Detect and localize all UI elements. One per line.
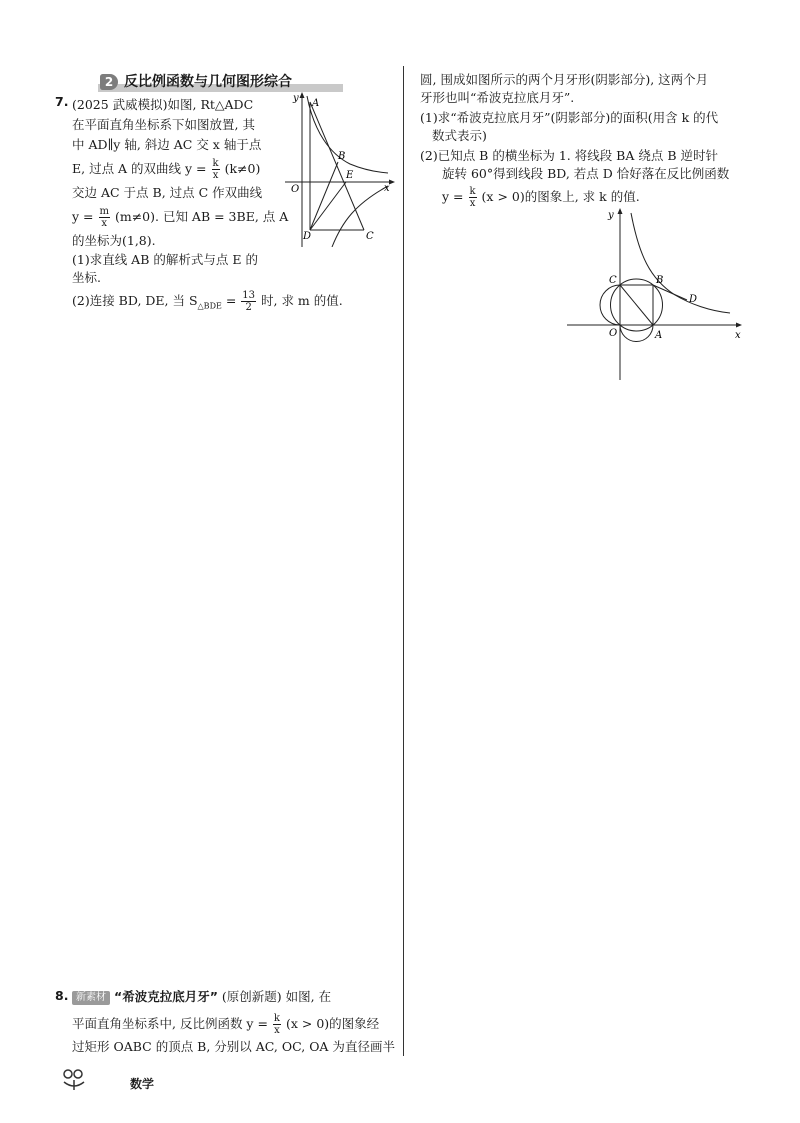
p7-line-6	[72, 206, 288, 229]
label-x: x	[735, 330, 741, 341]
frac-den: x	[274, 1025, 280, 1036]
frac-den: 2	[245, 302, 252, 313]
p8-line-2-text: 平面直角坐标系中, 反比例函数 y =	[72, 1016, 268, 1031]
frac-den: x	[212, 170, 219, 181]
p8-r7-rest: (x > 0)的图象上, 求 k 的值.	[481, 189, 640, 204]
label-B: B	[338, 151, 346, 162]
hyperbola-m	[332, 186, 388, 247]
p8-right-line-6: 旋转 60°得到线段 BD, 若点 D 恰好落在反比例函数	[442, 166, 730, 181]
p8-line-1-rest: 如图, 在	[285, 989, 332, 1004]
label-C: C	[609, 275, 617, 286]
label-C: C	[366, 231, 374, 242]
p7-line-4	[72, 158, 260, 181]
p8-right-line-1: 圆, 围成如图所示的两个月牙形(阴影部分), 这两个月	[420, 72, 709, 87]
section-title: 反比例函数与几何图形综合	[124, 74, 292, 90]
p7-line-4-cond: (k≠0)	[224, 161, 261, 176]
frac-num: k	[273, 1013, 280, 1024]
label-y: y	[293, 93, 299, 104]
hyperbola	[631, 213, 730, 313]
p7-line-6-rest: (m≠0). 已知 AB = 3BE, 点 A	[114, 209, 289, 224]
p8-r7-text: y =	[442, 189, 464, 204]
frac-den: x	[101, 218, 108, 229]
label-A: A	[655, 330, 663, 341]
problem-7-figure	[280, 92, 395, 247]
column-divider	[403, 66, 404, 1056]
segment-BD	[653, 285, 687, 300]
x-axis-arrow	[389, 180, 395, 185]
fraction-k-over-x	[273, 1013, 281, 1036]
p8-question-1: (1)求“希波克拉底月牙”(阴影部分)的面积(用含 k 的代	[420, 110, 719, 125]
p8-line-1	[72, 987, 331, 1005]
frac-num: 13	[242, 290, 256, 301]
p7-q2-rest: 时, 求 m 的值.	[261, 293, 343, 308]
label-y: y	[608, 210, 614, 221]
p8-line-2-rest: (x > 0)的图象经	[285, 1016, 380, 1031]
y-axis-arrow	[618, 208, 623, 214]
fraction-m-over-x	[99, 206, 110, 229]
p7-line-7: 的坐标为(1,8).	[72, 233, 156, 248]
segment-DE	[310, 182, 346, 230]
frac-den: x	[469, 198, 476, 209]
section-heading	[98, 72, 343, 92]
frac-num: k	[212, 158, 219, 169]
p7-q2-text: (2)连接 BD, DE, 当 S	[72, 293, 198, 308]
label-E: E	[346, 170, 354, 181]
subject-label: 数学	[130, 1077, 155, 1091]
fraction-k-over-x	[212, 158, 220, 181]
label-A: A	[312, 98, 320, 109]
p8-line-2	[72, 1013, 379, 1036]
label-B: B	[656, 275, 664, 286]
p7-q2-subscript: △BDE	[197, 301, 222, 311]
mascot-logo-icon	[60, 1068, 88, 1092]
segment-BD	[310, 162, 338, 230]
p8-line-3: 过矩形 OABC 的顶点 B, 分别以 AC, OC, OA 为直径画半	[72, 1039, 395, 1054]
frac-num: m	[99, 206, 109, 217]
p7-line-5: 交边 AC 于点 B, 过点 C 作双曲线	[72, 185, 263, 200]
p8-right-line-2: 牙形也叫“希波克拉底月牙”.	[420, 90, 575, 105]
p7-line-4-text: E, 过点 A 的双曲线 y =	[72, 161, 207, 176]
p7-line-6-text: y =	[72, 209, 94, 224]
frac-num: k	[469, 186, 476, 197]
label-O: O	[291, 184, 300, 195]
p8-source: (原创新题)	[221, 989, 282, 1004]
p7-line-3: 中 AD∥y 轴, 斜边 AC 交 x 轴于点	[72, 137, 262, 152]
label-D: D	[689, 294, 698, 305]
new-material-tag: 新素材	[72, 991, 110, 1005]
label-O: O	[609, 328, 618, 339]
problem-7-number: 7.	[55, 94, 69, 109]
problem-8-number: 8.	[55, 988, 69, 1003]
diagonal-AC	[620, 285, 653, 325]
p7-line-1: (2025 武威模拟)如图, Rt△ADC	[72, 97, 254, 112]
x-axis-arrow	[736, 323, 742, 328]
section-number-badge: 2	[100, 74, 118, 90]
p7-question-1: (1)求直线 AB 的解析式与点 E 的	[72, 252, 258, 267]
p8-title: “希波克拉底月牙”	[113, 989, 218, 1004]
p8-right-line-4: 数式表示)	[432, 128, 487, 143]
y-axis-arrow	[300, 92, 305, 98]
label-x: x	[384, 183, 390, 194]
fraction-k-over-x	[469, 186, 477, 209]
p7-question-2	[72, 290, 343, 313]
semicircle-OA	[620, 325, 653, 342]
label-D: D	[303, 231, 312, 242]
fraction-13-over-2	[241, 290, 256, 313]
problem-8-figure	[565, 205, 745, 385]
p7-line-2: 在平面直角坐标系下如图放置, 其	[72, 117, 255, 132]
p7-q2-eq: =	[225, 293, 237, 308]
p8-question-2: (2)已知点 B 的横坐标为 1. 将线段 BA 绕点 B 逆时针	[420, 148, 719, 163]
p7-line-9: 坐标.	[72, 270, 101, 285]
